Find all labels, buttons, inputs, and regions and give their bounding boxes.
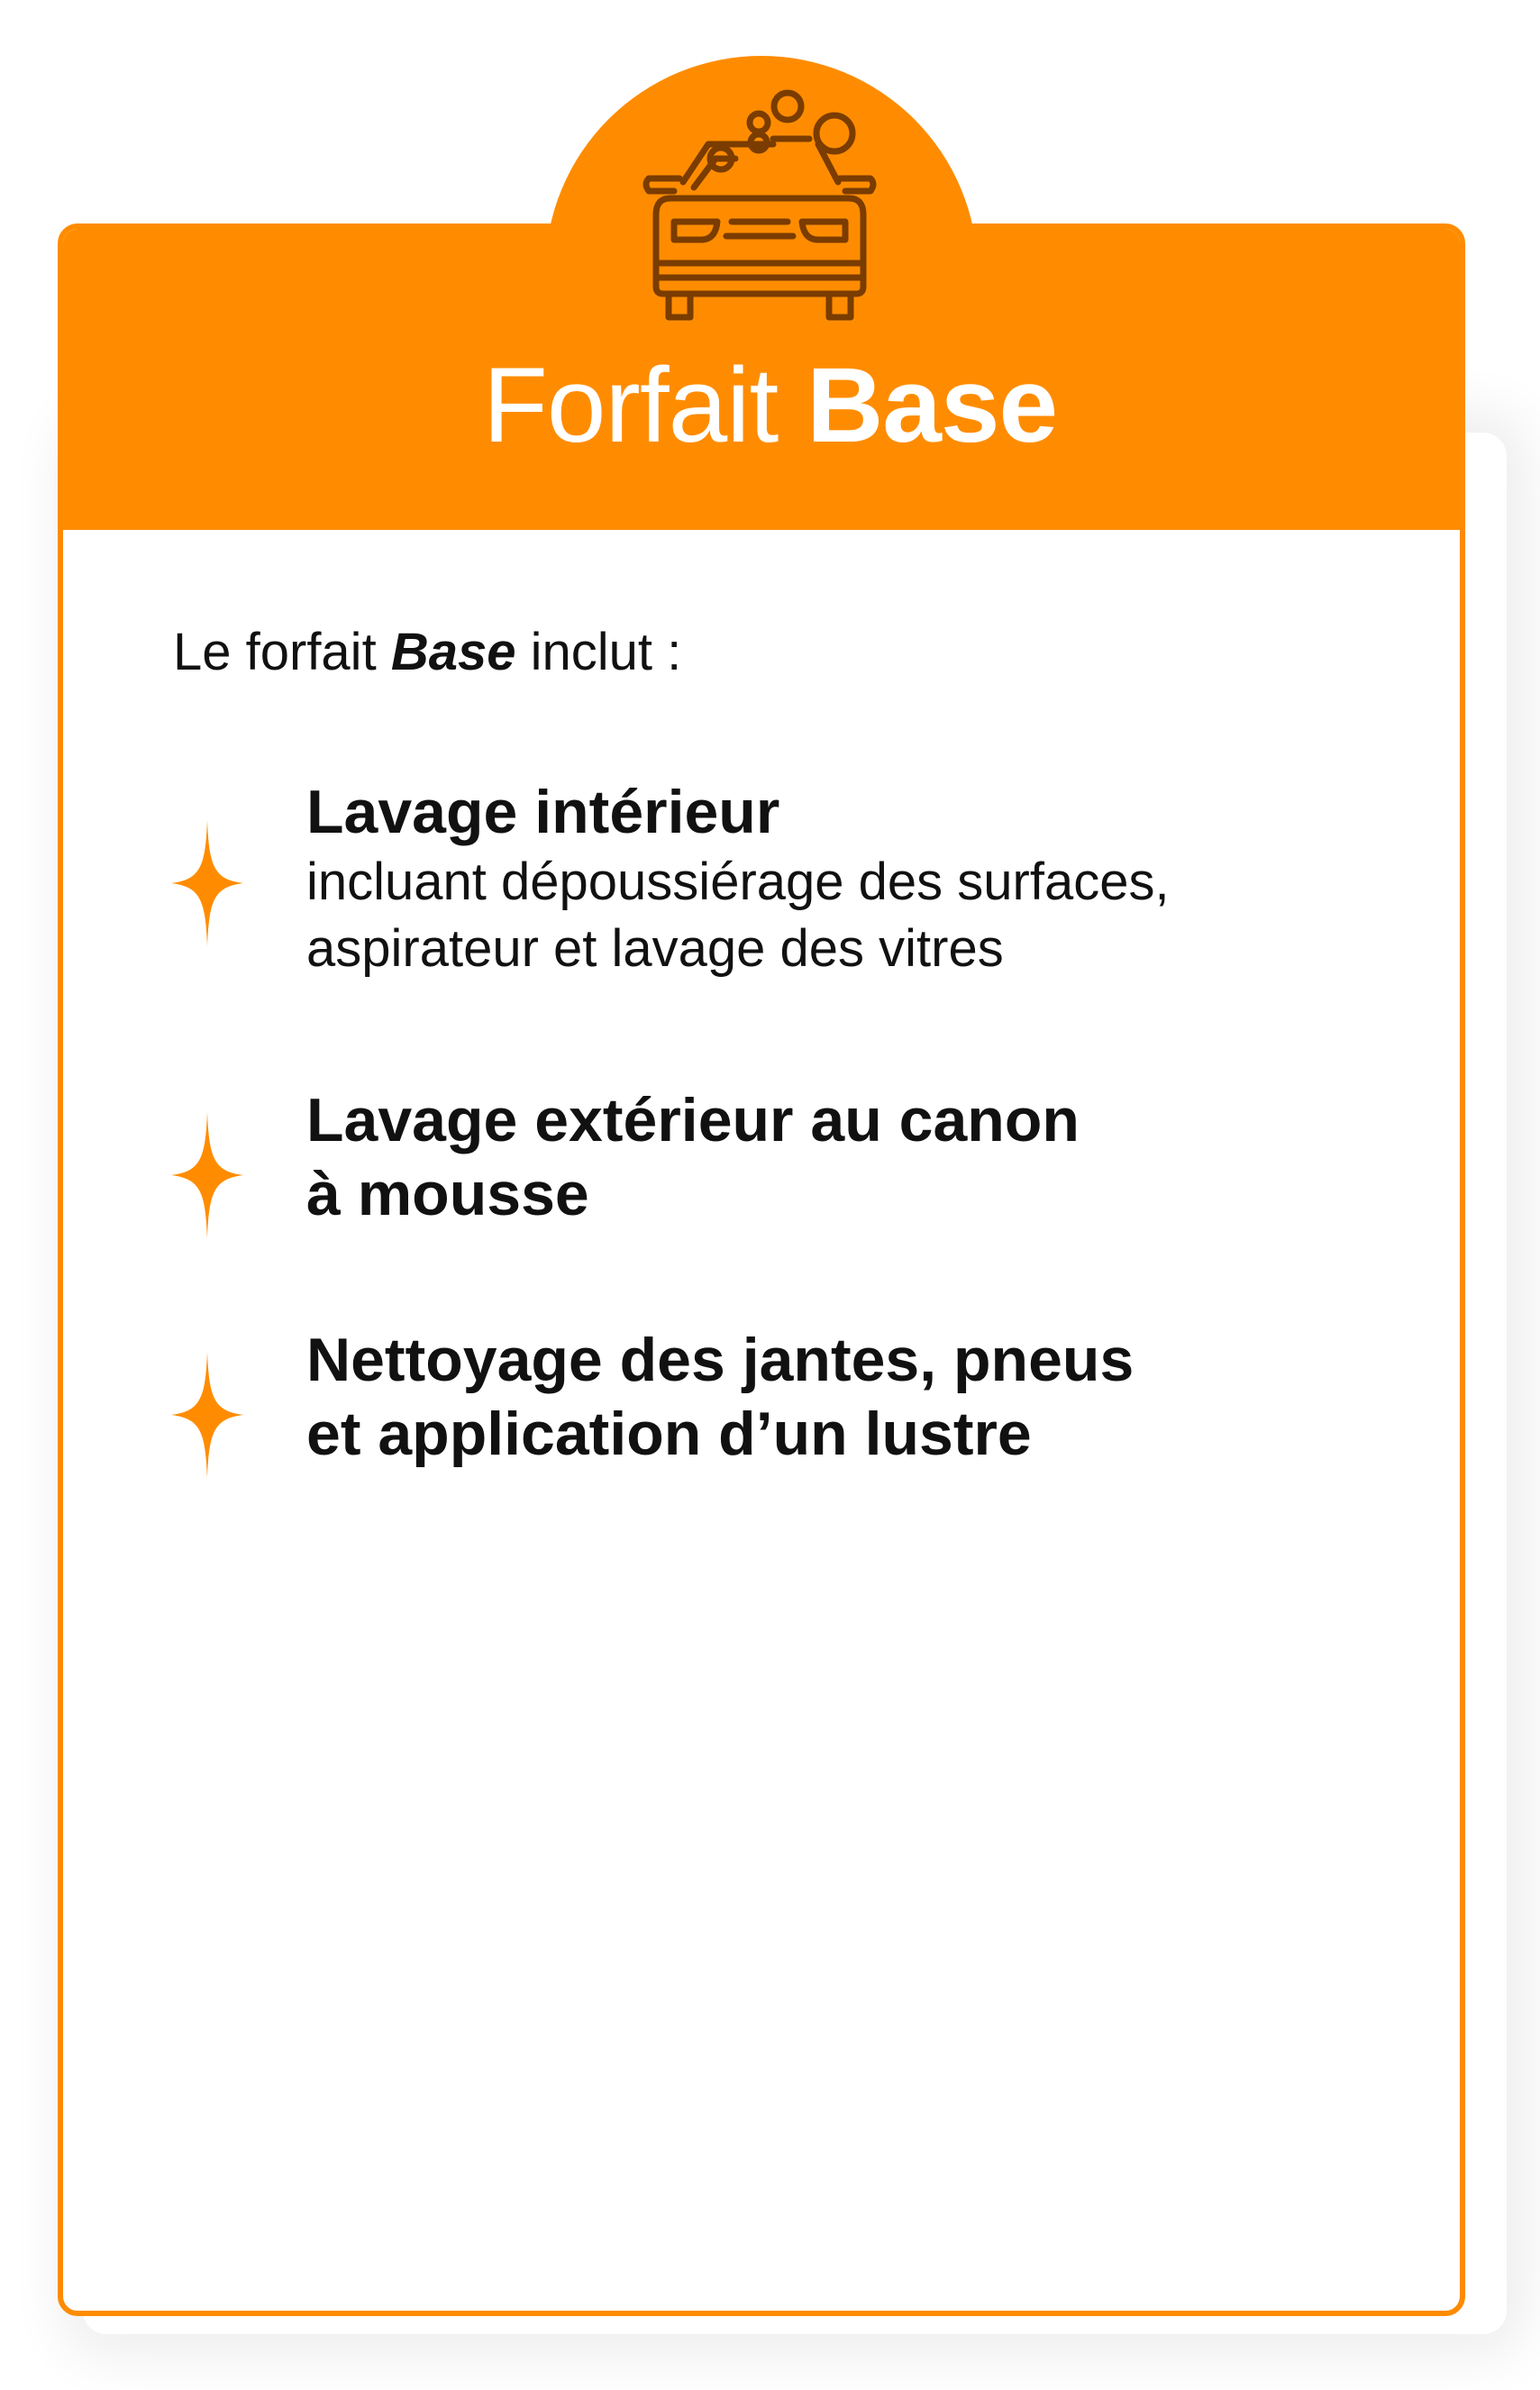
item-text [306,1083,1388,1231]
page-title [0,342,1540,469]
item-title: Lavage extérieur au canon à mousse [306,1086,1080,1228]
item-description: incluant dépoussiérage des surfaces, aspirateur et lavage des vitres [306,853,1170,978]
intro-emphasis: Base [390,623,516,681]
item-text [306,775,1388,982]
item-title: Nettoyage des jantes, pneus et application d’un lustre [306,1326,1134,1468]
title-bold: Base [806,346,1058,465]
sparkle-icon [171,1352,243,1478]
intro-text [173,620,681,685]
sparkle-icon [171,820,243,946]
item-title: Lavage intérieur [306,778,780,846]
sparkle-icon [171,1112,243,1238]
intro-prefix: Le forfait [173,623,391,681]
title-regular: Forfait [482,346,779,465]
item-text [306,1323,1388,1471]
intro-suffix: inclut : [515,623,682,681]
package-card [58,223,1465,2316]
car-wash-icon [638,87,881,321]
